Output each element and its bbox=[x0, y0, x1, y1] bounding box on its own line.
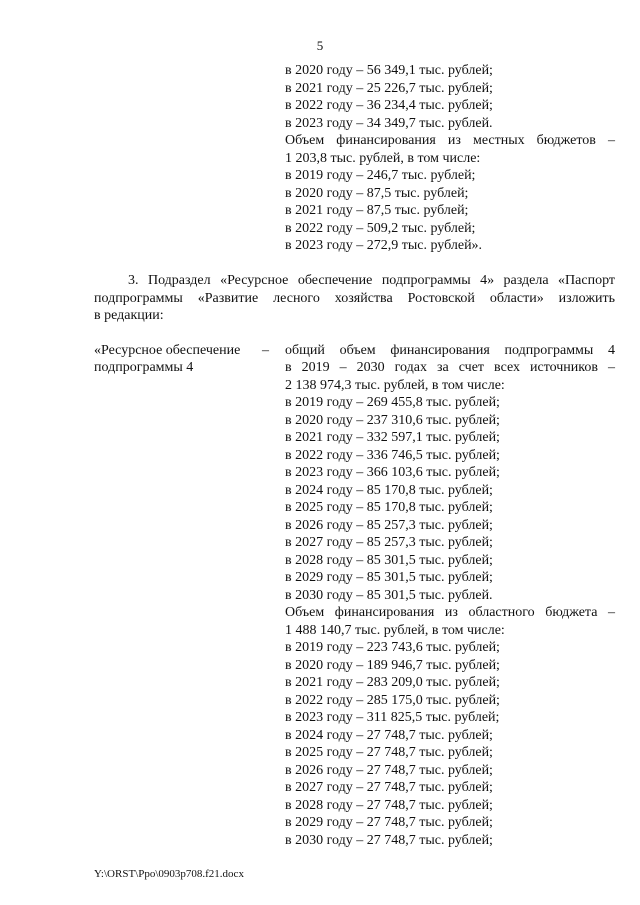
local-list-line-2: в 2020 году – 87,5 тыс. рублей; bbox=[285, 186, 469, 201]
regional-intro-line-1: Объем финансирования из областного бюджета – bbox=[285, 605, 615, 620]
regional-intro-line-2: 1 488 140,7 тыс. рублей, в том числе: bbox=[285, 623, 505, 638]
footer-file-path: Y:\ORST\Ppo\0903p708.f21.docx bbox=[94, 868, 244, 880]
regional-list-line-10: в 2028 году – 27 748,7 тыс. рублей; bbox=[285, 798, 493, 813]
page-number: 5 bbox=[316, 38, 324, 53]
regional-list-line-7: в 2025 году – 27 748,7 тыс. рублей; bbox=[285, 745, 493, 760]
regional-list-line-9: в 2027 году – 27 748,7 тыс. рублей; bbox=[285, 780, 493, 795]
regional-list-line-6: в 2024 году – 27 748,7 тыс. рублей; bbox=[285, 728, 493, 743]
regional-list-line-3: в 2021 году – 283 209,0 тыс. рублей; bbox=[285, 675, 500, 690]
total-intro-line-3: 2 138 974,3 тыс. рублей, в том числе: bbox=[285, 378, 505, 393]
total-list-line-2: в 2020 году – 237 310,6 тыс. рублей; bbox=[285, 413, 500, 428]
total-list-line-5: в 2023 году – 366 103,6 тыс. рублей; bbox=[285, 465, 500, 480]
total-intro-line-2: в 2019 – 2030 годах за счет всех источников – bbox=[285, 360, 615, 375]
left-label-line-2: подпрограммы 4 bbox=[94, 360, 194, 375]
local-list-line-5: в 2023 году – 272,9 тыс. рублей». bbox=[285, 238, 483, 253]
regional-list-line-4: в 2022 году – 285 175,0 тыс. рублей; bbox=[285, 693, 500, 708]
regional-list-line-12: в 2030 году – 27 748,7 тыс. рублей; bbox=[285, 833, 493, 848]
total-list-line-10: в 2028 году – 85 301,5 тыс. рублей; bbox=[285, 553, 493, 568]
total-list-line-9: в 2027 году – 85 257,3 тыс. рублей; bbox=[285, 535, 493, 550]
total-list-line-1: в 2019 году – 269 455,8 тыс. рублей; bbox=[285, 395, 500, 410]
section3-line-2: подпрограммы «Развитие лесного хозяйства Ростовской области» изложить bbox=[94, 291, 615, 306]
label-dash: – bbox=[262, 343, 269, 358]
regional-list-line-2: в 2020 году – 189 946,7 тыс. рублей; bbox=[285, 658, 500, 673]
regional-list-line-8: в 2026 году – 27 748,7 тыс. рублей; bbox=[285, 763, 493, 778]
top-list-line-2: в 2021 году – 25 226,7 тыс. рублей; bbox=[285, 81, 493, 96]
total-list-line-7: в 2025 году – 85 170,8 тыс. рублей; bbox=[285, 500, 493, 515]
local-intro-line-2: 1 203,8 тыс. рублей, в том числе: bbox=[285, 151, 481, 166]
regional-list-line-11: в 2029 году – 27 748,7 тыс. рублей; bbox=[285, 815, 493, 830]
regional-list-line-1: в 2019 году – 223 743,6 тыс. рублей; bbox=[285, 640, 500, 655]
total-list-line-11: в 2029 году – 85 301,5 тыс. рублей; bbox=[285, 570, 493, 585]
local-list-line-4: в 2022 году – 509,2 тыс. рублей; bbox=[285, 221, 476, 236]
total-intro-line-1: общий объем финансирования подпрограммы 4 bbox=[285, 343, 615, 358]
left-label-line-1: «Ресурсное обеспечение bbox=[94, 343, 241, 358]
total-list-line-8: в 2026 году – 85 257,3 тыс. рублей; bbox=[285, 518, 493, 533]
total-list-line-4: в 2022 году – 336 746,5 тыс. рублей; bbox=[285, 448, 500, 463]
local-intro-line-1: Объем финансирования из местных бюджетов – bbox=[285, 133, 615, 148]
top-list-line-1: в 2020 году – 56 349,1 тыс. рублей; bbox=[285, 63, 493, 78]
total-list-line-3: в 2021 году – 332 597,1 тыс. рублей; bbox=[285, 430, 500, 445]
section3-line-3: в редакции: bbox=[94, 308, 164, 323]
total-list-line-6: в 2024 году – 85 170,8 тыс. рублей; bbox=[285, 483, 493, 498]
total-list-line-12: в 2030 году – 85 301,5 тыс. рублей. bbox=[285, 588, 493, 603]
section3-line-1: 3. Подраздел «Ресурсное обеспечение подпрограммы 4» раздела «Паспорт bbox=[128, 273, 615, 288]
top-list-line-3: в 2022 году – 36 234,4 тыс. рублей; bbox=[285, 98, 493, 113]
regional-list-line-5: в 2023 году – 311 825,5 тыс. рублей; bbox=[285, 710, 500, 725]
local-list-line-3: в 2021 году – 87,5 тыс. рублей; bbox=[285, 203, 469, 218]
top-list-line-4: в 2023 году – 34 349,7 тыс. рублей. bbox=[285, 116, 493, 131]
local-list-line-1: в 2019 году – 246,7 тыс. рублей; bbox=[285, 168, 476, 183]
